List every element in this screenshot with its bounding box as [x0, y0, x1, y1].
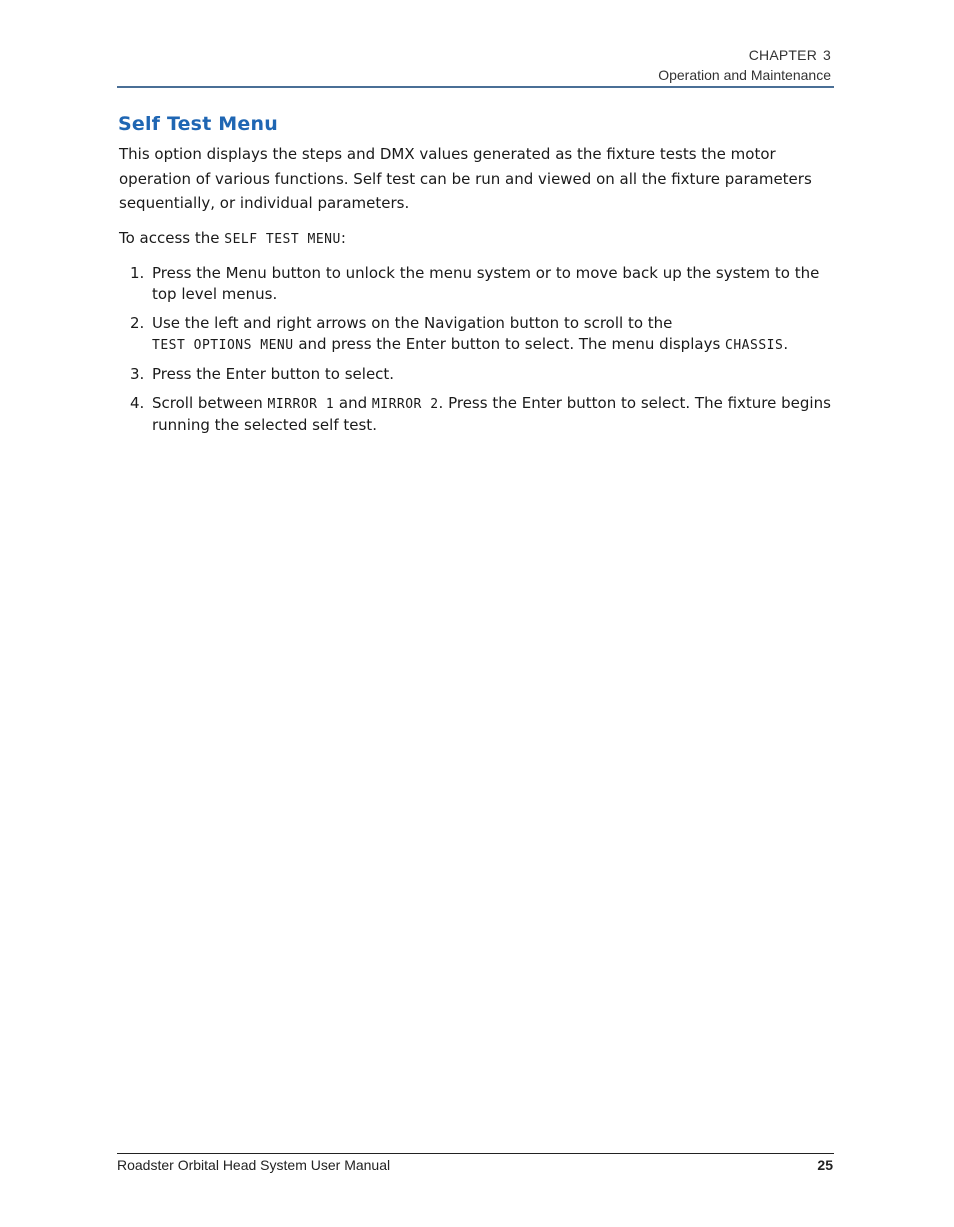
chapter-number: 3	[823, 47, 831, 63]
steps-list	[119, 263, 839, 444]
mirror-1-option: MIRROR 1	[267, 397, 335, 412]
step-number: 4.	[130, 394, 145, 412]
chassis-display-text: CHASSIS	[725, 338, 784, 353]
step-number: 1.	[130, 264, 145, 282]
access-instruction	[119, 227, 346, 251]
section-name: Operation and Maintenance	[658, 67, 831, 83]
intro-paragraph: This option displays the steps and DMX values generated as the fixture tests the motor operation of various functions. Self test can be run and viewed on all the fixture parameters sequentially, or individual parameters.	[119, 145, 812, 212]
footer-divider	[117, 1153, 834, 1154]
step-3	[119, 364, 839, 385]
step-text: and press the Enter button to select. The menu displays	[293, 335, 726, 353]
step-text: Use the left and right arrows on the Navigation button to scroll to the	[152, 314, 673, 332]
step-text: .	[783, 335, 789, 353]
step-text: and	[334, 394, 372, 412]
access-suffix: :	[340, 229, 346, 247]
step-1	[119, 263, 839, 305]
running-header	[658, 45, 831, 85]
step-text: Press the Menu button to unlock the menu system or to move back up the system to the top level menus.	[152, 264, 820, 303]
step-number: 2.	[130, 314, 145, 332]
self-test-menu-name: SELF TEST MENU	[224, 232, 341, 247]
chapter-label	[658, 45, 831, 65]
step-4	[119, 393, 839, 436]
section-title: Self Test Menu	[118, 113, 278, 135]
step-text: Press the Enter button to select.	[152, 365, 395, 383]
step-number: 3.	[130, 365, 145, 383]
chapter-word: CHAPTER	[748, 47, 817, 63]
mirror-2-option: MIRROR 2	[371, 397, 439, 412]
test-options-menu-name: TEST OPTIONS MENU	[152, 338, 294, 353]
step-text: . Press the Enter button to select. The fixture begins running the selected self test.	[152, 394, 831, 434]
access-prefix: To access the	[119, 229, 225, 247]
step-2	[119, 313, 839, 356]
footer-manual-title: Roadster Orbital Head System User Manual	[117, 1157, 391, 1173]
header-divider	[117, 86, 834, 88]
step-text: Scroll between	[152, 394, 268, 412]
page-number: 25	[817, 1157, 833, 1173]
